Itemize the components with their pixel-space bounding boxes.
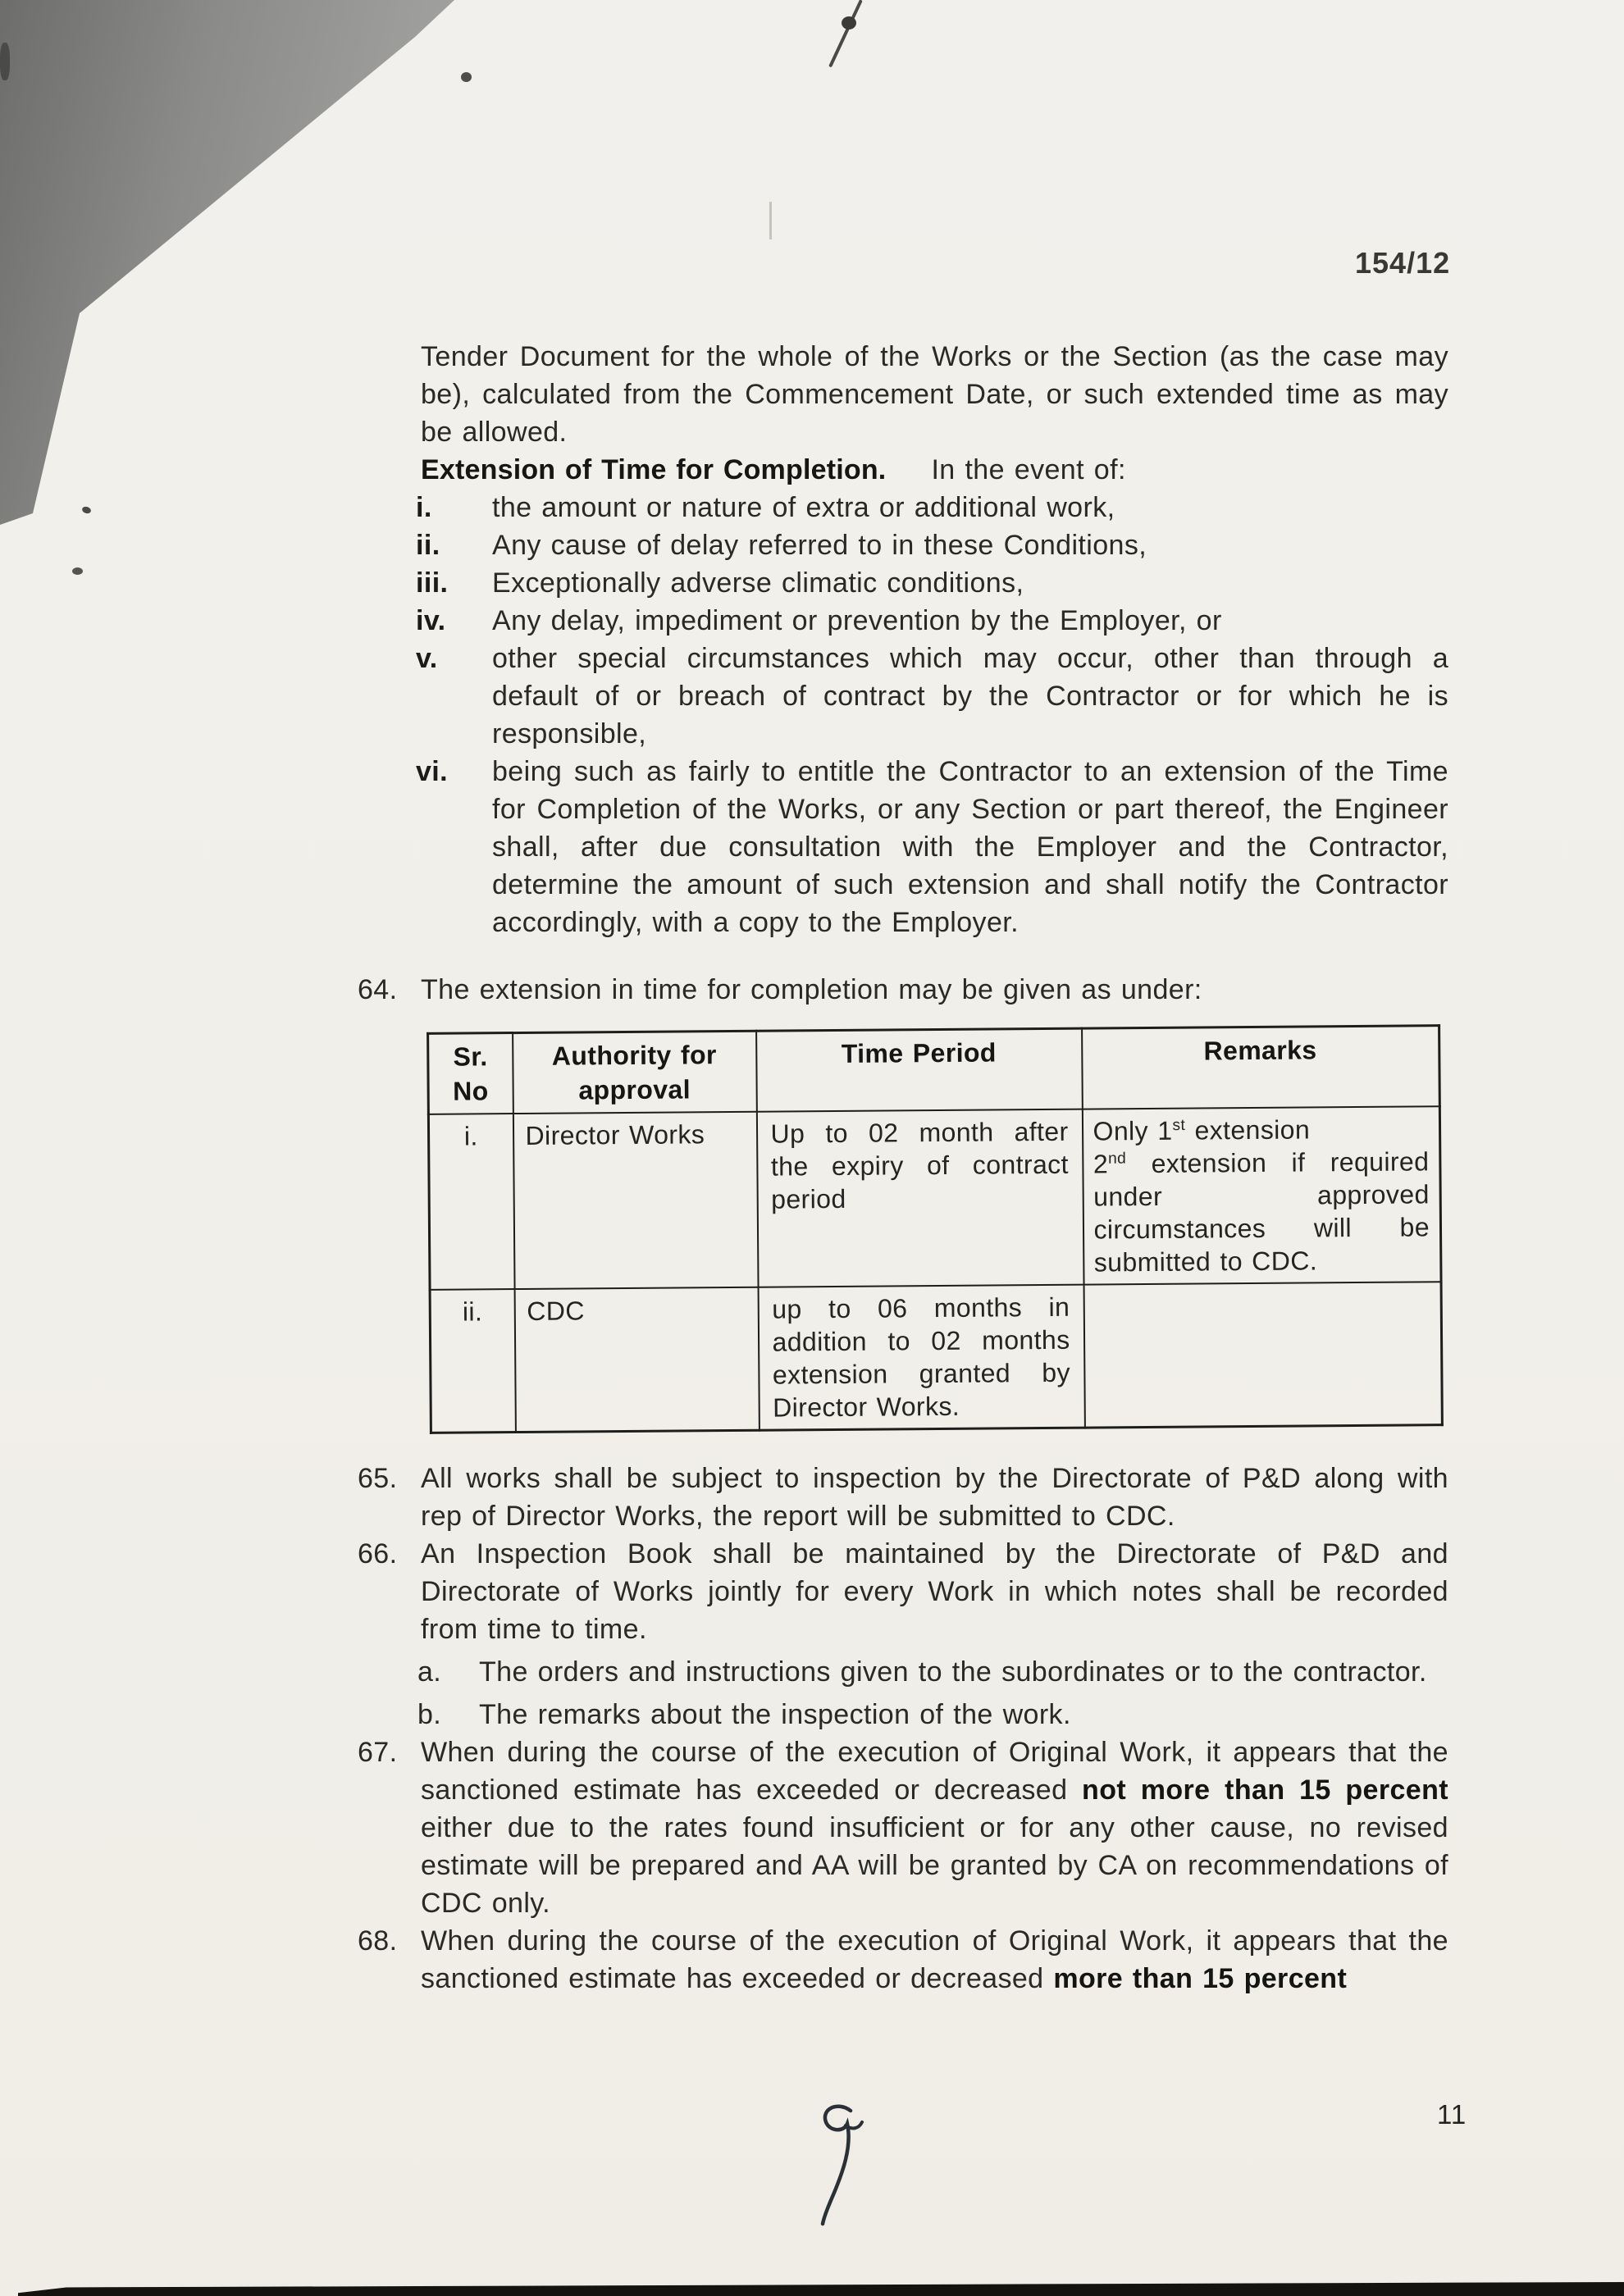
clause-number: 68. (358, 1925, 398, 1957)
clause-text: The extension in time for completion may be given as under: (421, 974, 1202, 1005)
intro-paragraph: Tender Document for the whole of the Works or the Section (as the case may be), calculated from the Commencement Date, or such extended time as may be allowed. (421, 341, 1448, 448)
clause-bold-phrase: not more than 15 percent (1082, 1774, 1448, 1806)
condition-item-v (416, 640, 1448, 753)
remarks-line-1 (1093, 1112, 1429, 1147)
sub-item-marker: a. (417, 1656, 442, 1688)
ink-speck-artifact (72, 567, 83, 575)
clause-66 (358, 1535, 1448, 1648)
ordinal-superscript: st (1172, 1116, 1186, 1135)
clause-67 (358, 1733, 1448, 1922)
condition-marker: ii. (416, 530, 440, 561)
extension-heading-line (421, 451, 1448, 489)
condition-marker: vi. (416, 756, 449, 787)
cell-time-period: up to 06 months in addition to 02 months extension granted by Director Works. (758, 1285, 1084, 1431)
clause-text-pre: When during the course of the execution of Original Work, it appears that the sanctioned estimate has exceeded or decreased (421, 1737, 1448, 1806)
condition-item-iii (416, 564, 1448, 602)
condition-item-ii (416, 526, 1448, 564)
remarks-rest (1093, 1145, 1430, 1278)
condition-item-vi (416, 753, 1448, 941)
clause-number: 64. (358, 974, 398, 1005)
faint-tick-artifact (769, 202, 772, 239)
sub-item-text: The orders and instructions given to the subordinates or to the contractor. (479, 1656, 1427, 1688)
condition-text: the amount or nature of extra or additional work, (492, 492, 1115, 523)
sub-item-a (417, 1653, 1448, 1691)
cell-sr: i. (428, 1114, 514, 1290)
table-row-ii (430, 1282, 1442, 1433)
condition-text: other special circumstances which may occur, other than through a default of or breach of contract by the Contractor or for which he is responsible, (492, 643, 1448, 749)
remarks-text: 2 (1093, 1149, 1109, 1179)
clause-number: 66. (358, 1538, 398, 1569)
clause-68 (358, 1922, 1448, 1998)
condition-text: Exceptionally adverse climatic conditions, (492, 567, 1024, 599)
scan-smudge-artifact (0, 43, 10, 80)
clause-text: All works shall be subject to inspection by the Directorate of P&D along with rep of Director Works, the report will be submitted to CDC. (421, 1463, 1448, 1532)
ordinal-superscript: nd (1107, 1150, 1127, 1168)
condition-item-i (416, 489, 1448, 526)
document-ref-number: 154/12 (1355, 246, 1451, 280)
extension-lead-text: In the event of: (931, 454, 1126, 485)
cell-sr: ii. (430, 1289, 515, 1433)
clause-65 (358, 1460, 1448, 1535)
table-header-row (428, 1026, 1440, 1114)
clause-text-pre: When during the course of the execution of Original Work, it appears that the sanctioned estimate has exceeded or decreased (421, 1925, 1448, 1994)
extension-approval-table (427, 1024, 1444, 1434)
clause-text (421, 1922, 1448, 1998)
page-number: 11 (1437, 2099, 1467, 2130)
col-header-remarks: Remarks (1082, 1026, 1440, 1109)
sub-item-marker: b. (417, 1699, 442, 1730)
clause-text-post: either due to the rates found insufficient or for any other cause, no revised estimate will be prepared and AA will be granted by CA on recommendations of CDC only. (421, 1812, 1448, 1919)
col-header-sr-no: Sr. No (428, 1033, 513, 1114)
sub-item-b (417, 1696, 1448, 1733)
extension-approval-table-wrap (427, 1024, 1450, 1434)
pen-dot-mark (842, 16, 856, 30)
condition-marker: i. (416, 492, 432, 523)
cell-remarks (1082, 1106, 1441, 1284)
clause-number: 67. (358, 1737, 398, 1768)
ink-speck-artifact (81, 505, 92, 514)
pen-slash-mark (828, 0, 863, 67)
clause-text: An Inspection Book shall be maintained by the Directorate of P&D and Directorate of Works jointly for every Work in which notes shall be recorded from time to time. (421, 1538, 1448, 1645)
cell-time-period: Up to 02 month after the expiry of contract period (756, 1109, 1083, 1287)
clause-number: 65. (358, 1463, 398, 1494)
extension-heading: Extension of Time for Completion. (421, 454, 887, 485)
sub-item-text: The remarks about the inspection of the work. (479, 1699, 1071, 1730)
remarks-text: extension if required under approved circumstances will be submitted to CDC. (1093, 1146, 1430, 1278)
document-body (358, 338, 1448, 1998)
col-header-time-period: Time Period (756, 1028, 1083, 1112)
condition-text: Any delay, impediment or prevention by the Employer, or (492, 605, 1222, 636)
condition-marker: v. (416, 643, 438, 674)
condition-marker: iii. (416, 567, 449, 599)
clause-64 (358, 971, 1448, 1009)
condition-marker: iv. (416, 605, 446, 636)
cell-remarks-empty (1083, 1282, 1442, 1428)
ink-dot-artifact (461, 72, 472, 82)
condition-item-iv (416, 602, 1448, 640)
signature-squiggle (808, 2104, 877, 2229)
col-header-authority: Authority for approval (513, 1031, 757, 1114)
cell-authority: Director Works (513, 1112, 758, 1289)
condition-text: being such as fairly to entitle the Contractor to an extension of the Time for Completion of the Works, or any Section or part thereof, the Engineer shall, after due consultation with the Employer and the Contractor, determine the amount of such extension and shall notify the Contractor accordingly, with a copy to the Employer. (492, 756, 1448, 938)
cell-authority: CDC (514, 1287, 759, 1433)
clause-bold-phrase: more than 15 percent (1053, 1963, 1348, 1994)
table-row-i (428, 1106, 1441, 1290)
condition-text: Any cause of delay referred to in these Conditions, (492, 530, 1147, 561)
remarks-text: extension (1185, 1114, 1311, 1146)
clause-text (421, 1733, 1448, 1922)
remarks-text: Only 1 (1093, 1115, 1173, 1146)
scan-edge-bar (18, 2282, 1624, 2296)
